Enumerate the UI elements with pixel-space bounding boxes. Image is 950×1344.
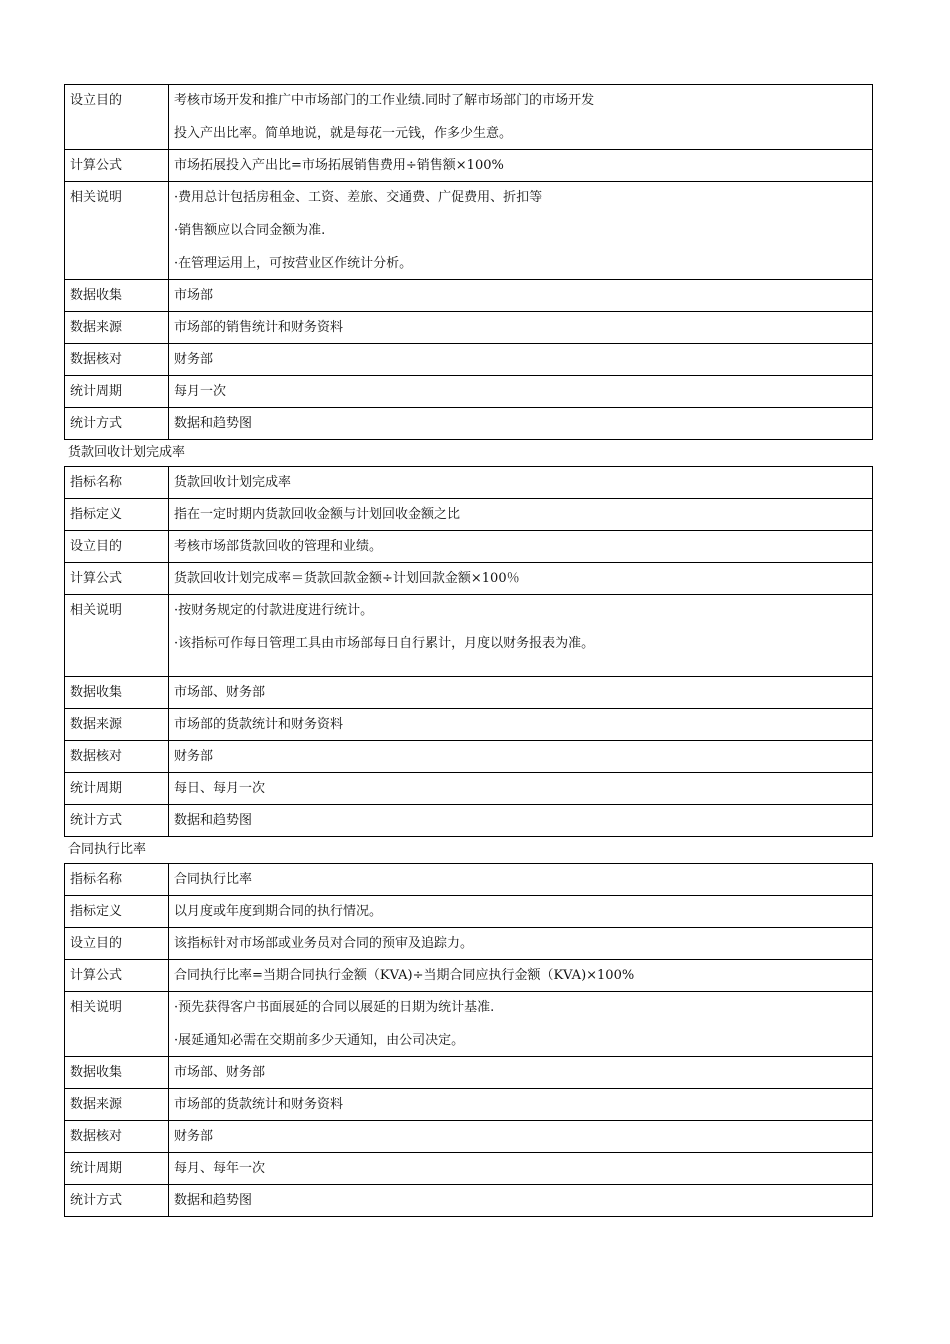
- value-line: 每月、每年一次: [174, 1161, 266, 1176]
- table-row: [65, 467, 873, 499]
- field-label: 计算公式: [65, 563, 169, 595]
- value-line: ·费用总计包括房租金、工资、差旅、交通费、广促费用、折扣等: [174, 190, 543, 205]
- value-line: 投入产出比率。简单地说，就是每花一元钱，作多少生意。: [174, 126, 513, 141]
- table-row: [65, 992, 873, 1057]
- table-row: [65, 85, 873, 150]
- value-line: 市场拓展投入产出比=市场拓展销售费用÷销售额×100%: [174, 158, 504, 173]
- field-label: 数据收集: [65, 677, 169, 709]
- field-label: 相关说明: [65, 992, 169, 1057]
- field-label: 数据来源: [65, 709, 169, 741]
- value-line: 货款回收计划完成率: [174, 475, 292, 490]
- value-line: 数据和趋势图: [174, 813, 253, 828]
- value-line: 市场部的货款统计和财务资料: [174, 1097, 344, 1112]
- field-label: 计算公式: [65, 150, 169, 182]
- table-row: [65, 805, 873, 837]
- value-line: ·按财务规定的付款进度进行统计。: [174, 603, 374, 618]
- field-value: [169, 467, 873, 499]
- table-row: [65, 1057, 873, 1089]
- field-value: [169, 499, 873, 531]
- value-line: 考核市场部货款回收的管理和业绩。: [174, 539, 383, 554]
- table-row: [65, 376, 873, 408]
- value-line: ·销售额应以合同金额为准.: [174, 223, 326, 238]
- value-line: ·该指标可作每日管理工具由市场部每日自行累计，月度以财务报表为准。: [174, 636, 595, 651]
- table-row: [65, 1153, 873, 1185]
- field-value: [169, 595, 873, 677]
- value-line: 市场部、财务部: [174, 1065, 266, 1080]
- field-label: 设立目的: [65, 85, 169, 150]
- field-label: 统计周期: [65, 773, 169, 805]
- value-line: 市场部的货款统计和财务资料: [174, 717, 344, 732]
- table-row: [65, 1089, 873, 1121]
- value-line: 货款回收计划完成率＝货款回款金额÷计划回款金额×100％: [174, 571, 520, 586]
- field-value: [169, 992, 873, 1057]
- field-label: 数据核对: [65, 344, 169, 376]
- table-row: [65, 709, 873, 741]
- field-label: 设立目的: [65, 531, 169, 563]
- field-label: 相关说明: [65, 595, 169, 677]
- table-row: [65, 1121, 873, 1153]
- field-label: 数据收集: [65, 1057, 169, 1089]
- table-row: [65, 928, 873, 960]
- field-value: [169, 376, 873, 408]
- field-value: [169, 864, 873, 896]
- field-value: [169, 1057, 873, 1089]
- table-row: [65, 773, 873, 805]
- field-value: [169, 150, 873, 182]
- value-line: 该指标针对市场部或业务员对合同的预审及追踪力。: [174, 936, 474, 951]
- field-value: [169, 773, 873, 805]
- value-line: ·展延通知必需在交期前多少天通知，由公司决定。: [174, 1033, 465, 1048]
- field-value: [169, 563, 873, 595]
- field-value: [169, 677, 873, 709]
- field-value: [169, 312, 873, 344]
- field-label: 数据核对: [65, 1121, 169, 1153]
- table-row: [65, 531, 873, 563]
- table-row: [65, 595, 873, 677]
- field-label: 数据核对: [65, 741, 169, 773]
- value-line: ·在管理运用上，可按营业区作统计分析。: [174, 256, 413, 271]
- table-row: [65, 896, 873, 928]
- value-line: 财务部: [174, 352, 214, 367]
- field-value: [169, 85, 873, 150]
- table-row: [65, 563, 873, 595]
- value-line: 市场部的销售统计和财务资料: [174, 320, 344, 335]
- field-label: 指标名称: [65, 864, 169, 896]
- section-title: 货款回收计划完成率: [68, 445, 186, 460]
- field-value: [169, 280, 873, 312]
- table-row: [65, 312, 873, 344]
- table-row: [65, 150, 873, 182]
- table-row: [65, 499, 873, 531]
- kpi-table: [64, 466, 873, 837]
- field-label: 数据来源: [65, 1089, 169, 1121]
- field-value: [169, 896, 873, 928]
- value-line: 合同执行比率: [174, 872, 253, 887]
- field-value: [169, 1185, 873, 1217]
- value-line: 数据和趋势图: [174, 1193, 253, 1208]
- field-label: 统计方式: [65, 408, 169, 440]
- table-row: [65, 280, 873, 312]
- field-value: [169, 344, 873, 376]
- field-value: [169, 928, 873, 960]
- table-row: [65, 741, 873, 773]
- field-label: 统计周期: [65, 376, 169, 408]
- field-label: 数据收集: [65, 280, 169, 312]
- field-value: [169, 1153, 873, 1185]
- field-label: 统计方式: [65, 805, 169, 837]
- field-value: [169, 741, 873, 773]
- field-label: 统计周期: [65, 1153, 169, 1185]
- field-label: 设立目的: [65, 928, 169, 960]
- kpi-table: [64, 84, 873, 440]
- kpi-table: [64, 863, 873, 1217]
- value-line: 每日、每月一次: [174, 781, 266, 796]
- value-line: 市场部: [174, 288, 214, 303]
- section-title: 合同执行比率: [68, 842, 147, 857]
- value-line: 合同执行比率=当期合同执行金额（KVA)÷当期合同应执行金额（KVA)×100%: [174, 968, 635, 983]
- table-row: [65, 408, 873, 440]
- value-line: ·预先获得客户书面展延的合同以展延的日期为统计基准.: [174, 1000, 495, 1015]
- field-value: [169, 182, 873, 280]
- field-label: 计算公式: [65, 960, 169, 992]
- field-label: 指标定义: [65, 499, 169, 531]
- table-row: [65, 864, 873, 896]
- table-row: [65, 182, 873, 280]
- value-line: 市场部、财务部: [174, 685, 266, 700]
- value-line: 每月一次: [174, 384, 227, 399]
- field-value: [169, 1089, 873, 1121]
- table-row: [65, 960, 873, 992]
- table-row: [65, 344, 873, 376]
- field-label: 指标定义: [65, 896, 169, 928]
- field-value: [169, 960, 873, 992]
- field-value: [169, 408, 873, 440]
- document-page: [64, 84, 873, 1217]
- field-label: 统计方式: [65, 1185, 169, 1217]
- value-line: 财务部: [174, 1129, 214, 1144]
- field-value: [169, 1121, 873, 1153]
- value-line: 考核市场开发和推广中市场部门的工作业绩.同时了解市场部门的市场开发: [174, 93, 595, 108]
- field-label: 相关说明: [65, 182, 169, 280]
- value-line: 财务部: [174, 749, 214, 764]
- value-line: 数据和趋势图: [174, 416, 253, 431]
- value-line: 以月度或年度到期合同的执行情况。: [174, 904, 383, 919]
- table-row: [65, 1185, 873, 1217]
- field-label: 数据来源: [65, 312, 169, 344]
- field-value: [169, 709, 873, 741]
- field-label: 指标名称: [65, 467, 169, 499]
- value-line: 指在一定时期内货款回收金额与计划回收金额之比: [174, 507, 461, 522]
- table-row: [65, 677, 873, 709]
- field-value: [169, 805, 873, 837]
- field-value: [169, 531, 873, 563]
